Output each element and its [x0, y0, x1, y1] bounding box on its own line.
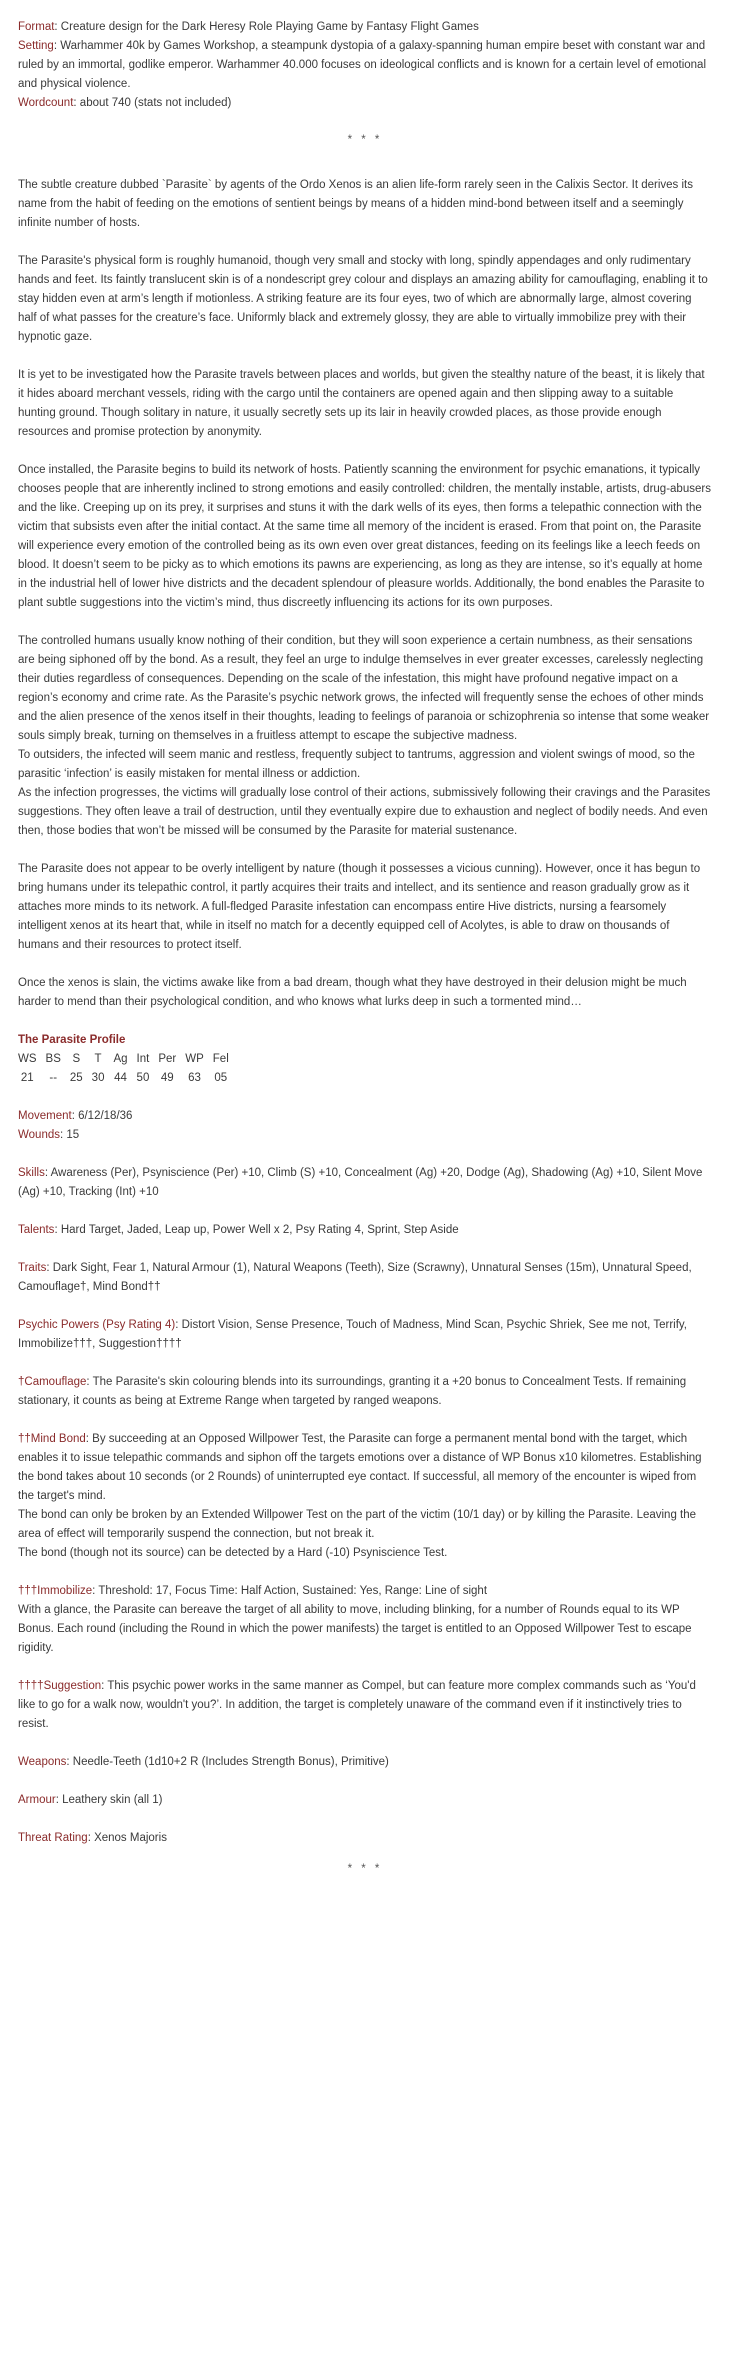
movement-wounds-block [18, 1107, 712, 1145]
suggestion-text: : This psychic power works in the same manner as Compel, but can feature more complex commands such as ‘You'd like to go for a walk now, wouldn't you?’. In addition, the target is completely unaware of the command even if it instinctively tries to resist. [18, 1680, 696, 1730]
talents-line [18, 1221, 712, 1240]
profile-header-row [18, 1050, 238, 1069]
format-value: : Creature design for the Dark Heresy Role Playing Game by Fantasy Flight Games [54, 21, 479, 33]
talents-value: : Hard Target, Jaded, Leap up, Power Well x 2, Psy Rating 4, Sprint, Step Aside [54, 1224, 459, 1236]
armour-label: Armour [18, 1794, 56, 1806]
stat-header: Int [136, 1053, 150, 1065]
mind-bond-text: : By succeeding at an Opposed Willpower Test, the Parasite can forge a permanent mental bond with the target, which enables it to issue telepathic commands and siphon off the targets emotions over a distance of WP Bonus x10 kilometres. Establishing the bond takes about 10 seconds (or 2 Rounds) of uninterrupted eye contact. If successful, all memory of the encounter is wiped from the target's mind. [18, 1433, 702, 1502]
threat-rating-value: : Xenos Majoris [87, 1832, 167, 1844]
mind-bond-note [18, 1430, 712, 1563]
weapons-value: : Needle-Teeth (1d10+2 R (Includes Strength Bonus), Primitive) [66, 1756, 389, 1768]
psychic-powers-line [18, 1316, 712, 1354]
stat-header: T [94, 1053, 102, 1065]
paragraph-intelligence: The Parasite does not appear to be overly intelligent by nature (though it possesses a vicious cunning). However, once it has begun to bring humans under its telepathic control, it partly acquires their traits and intellect, and its sentience and reason gradually grow as it attaches more minds to its network. A full-fledged Parasite infestation can encompass entire Hive districts, nursing a fearsomely intelligent xenos at its heart that, while in itself no match for a decently equipped cell of Acolytes, is able to draw on thousands of humans and their resources to protect itself. [18, 863, 701, 951]
stat-value: 05 [214, 1072, 228, 1084]
mind-bond-label: ††Mind Bond [18, 1433, 86, 1445]
suggestion-label: ††††Suggestion [18, 1680, 102, 1692]
paragraph-intro: The subtle creature dubbed `Parasite` by agents of the Ordo Xenos is an alien life-form rarely seen in the Calixis Sector. It derives its name from the habit of feeding on the emotions of sentient beings by means of a hidden mind-bond between itself and a seemingly infinite number of hosts. [18, 179, 694, 229]
stat-value: -- [49, 1072, 58, 1084]
immobilize-note [18, 1582, 712, 1658]
separator-top: * * * [347, 134, 383, 146]
stat-value: 30 [91, 1072, 105, 1084]
movement-label: Movement [18, 1110, 72, 1122]
paragraph-group-infection [18, 632, 712, 841]
traits-line [18, 1259, 712, 1297]
immobilize-stats: : Threshold: 17, Focus Time: Half Action, Sustained: Yes, Range: Line of sight [92, 1585, 488, 1597]
meta-block [18, 18, 712, 113]
setting-line [18, 37, 712, 94]
mind-bond-line [18, 1430, 712, 1506]
camouflage-note [18, 1373, 712, 1411]
profile-value-row [18, 1069, 238, 1088]
skills-line [18, 1164, 712, 1202]
stat-header: Per [158, 1053, 177, 1065]
armour-line [18, 1791, 712, 1810]
paragraph-network: Once installed, the Parasite begins to build its network of hosts. Patiently scanning the environment for psychic emanations, it typically chooses people that are inherently inclined to strong emotions and easily controlled: children, the mentally instable, artists, drug-abusers and the like. Creeping up on its prey, it surprises and stuns it with the dark wells of its eyes, then forms a telepathic connection with the victim that subsists even after the initial contact. At the same time all memory of the incident is erased. From that point on, the Parasite will experience every emotion of the controlled being as its own even over great distances, feeding on its feelings like a leech feeds on blood. It doesn’t seem to be picky as to which emotions its pawns are experiencing, as long as they are intense, so it’s equally at home in the industrial hell of lower hive districts and the decadent splendour of pleasure worlds. Additionally, the bond enables the Parasite to plant subtle suggestions into the victim’s mind, thus discreetly influencing its actions for its own purposes. [18, 464, 711, 609]
wounds-label: Wounds [18, 1129, 60, 1141]
talents-label: Talents [18, 1224, 55, 1236]
stat-value: 49 [160, 1072, 174, 1084]
weapons-label: Weapons [18, 1756, 67, 1768]
immobilize-text: With a glance, the Parasite can bereave the target of all ability to move, including blinking, for a number of Rounds equal to its WP Bonus. Each round (including the Round in which the power manifests) the target is entitled to an Opposed Willpower Test to escape rigidity. [18, 1604, 692, 1654]
threat-rating-line [18, 1829, 712, 1848]
stat-value: 63 [188, 1072, 201, 1084]
camouflage-text: : The Parasite's skin colouring blends into its surroundings, granting it a +20 bonus to Concealment Tests. If remaining stationary, it counts as being at Extreme Range when targeted by ranged weapons. [18, 1376, 687, 1407]
psychic-powers-label: Psychic Powers (Psy Rating 4) [18, 1319, 176, 1331]
suggestion-note [18, 1677, 712, 1734]
format-label: Format [18, 21, 55, 33]
stat-header: S [72, 1053, 81, 1065]
stat-value: 21 [20, 1072, 34, 1084]
wounds-line [18, 1126, 712, 1145]
stat-header: BS [45, 1053, 61, 1065]
paragraph-outsiders: To outsiders, the infected will seem manic and restless, frequently subject to tantrums, aggression and violent swings of mood, so the parasitic ‘infection’ is easily mistaken for mental illness or addiction. [18, 749, 695, 780]
paragraph-progression: As the infection progresses, the victims will gradually lose control of their actions, submissively following their cravings and the Parasites suggestions. They often leave a trail of destruction, until they eventually expire due to exhaustion and neglect of bodily needs. And even then, those bodies that won’t be missed will be consumed by the Parasite for material sustenance. [18, 787, 711, 837]
wounds-value: : 15 [59, 1129, 80, 1141]
setting-value: : Warhammer 40k by Games Workshop, a steampunk dystopia of a galaxy-spanning human empire beset with constant war and ruled by an immortal, godlike emperor. Warhammer 40.000 focuses on ideological conflicts and is known for a certain level of emotional and physical violence. [18, 40, 707, 90]
wordcount-label: Wordcount [18, 97, 74, 109]
threat-rating-label: Threat Rating [18, 1832, 88, 1844]
weapons-line [18, 1753, 712, 1772]
mind-bond-detect-text: The bond (though not its source) can be detected by a Hard (-10) Psyniscience Test. [18, 1547, 448, 1559]
paragraph-controlled: The controlled humans usually know nothing of their condition, but they will soon experience a certain numbness, as their sensations are being siphoned off by the bond. As a result, they feel an urge to indulge themselves in ever greater excesses, carelessly neglecting their duties regardless of consequences. Depending on the scale of the infestation, this might have profound negative impact on a region’s economy and crime rate. As the Parasite’s psychic network grows, the infected will frequently sense the echoes of other minds and the alien presence of the xenos itself in their thoughts, leading to feelings of paranoia or schizophrenia so intense that some weaker souls simply break, turning on themselves in a fruitless attempt to escape the subjective madness. [18, 635, 710, 742]
profile-table [18, 1050, 238, 1088]
paragraph-ending: Once the xenos is slain, the victims awake like from a bad dream, though what they have destroyed in their delusion might be much harder to mend than their psychological condition, and who knows what lurks deep in such a tormented mind… [18, 977, 687, 1008]
movement-value: : 6/12/18/36 [71, 1110, 133, 1122]
skills-value: : Awareness (Per), Psyniscience (Per) +10, Climb (S) +10, Concealment (Ag) +20, Dodge (Ag), Shadowing (Ag) +10, Silent Move (Ag) +10, Tracking (Int) +10 [18, 1167, 703, 1198]
wordcount-value: : about 740 (stats not included) [73, 97, 232, 109]
immobilize-line [18, 1582, 712, 1601]
mind-bond-break-text: The bond can only be broken by an Extended Willpower Test on the part of the victim (10/1 day) or by killing the Parasite. Leaving the area of effect will temporarily suspend the connection, but not break it. [18, 1509, 697, 1540]
psychic-powers-value: : Distort Vision, Sense Presence, Touch of Madness, Mind Scan, Psychic Shriek, See me not, Terrify, Immobilize†††, Suggestion†††† [18, 1319, 687, 1350]
format-line [18, 18, 712, 37]
skills-label: Skills [18, 1167, 45, 1179]
setting-label: Setting [18, 40, 54, 52]
movement-line [18, 1107, 712, 1126]
profile-title: The Parasite Profile [18, 1034, 126, 1046]
stat-value: 25 [69, 1072, 83, 1084]
immobilize-label: †††Immobilize [18, 1585, 93, 1597]
stat-header: WS [18, 1053, 37, 1065]
wordcount-line [18, 94, 712, 113]
paragraph-physical-form: The Parasite's physical form is roughly humanoid, though very small and stocky with long, spindly appendages and only rudimentary hands and feet. Its faintly translucent skin is of a nondescript grey colour and displays an amazing ability for camouflaging, enabling it to stay hidden even at arm’s length if motionless. A striking feature are its four eyes, two of which are abnormally large, almost covering half of what passes for the creature’s face. Uniformly black and extremely glossy, they are able to virtually immobilize prey with their hypnotic gaze. [18, 255, 708, 343]
stat-value: 44 [114, 1072, 127, 1084]
stat-header: Fel [212, 1053, 229, 1065]
armour-value: : Leathery skin (all 1) [55, 1794, 163, 1806]
stat-header: WP [185, 1053, 204, 1065]
paragraph-travel: It is yet to be investigated how the Parasite travels between places and worlds, but given the stealthy nature of the beast, it is likely that it hides aboard merchant vessels, riding with the cargo until the containers are opened again and then slipping away to a suitable hunting ground. Though solitary in nature, it usually secretly sets up its lair in heavily crowded places, as those provide enough resources and promise protection by anonymity. [18, 369, 705, 438]
stat-header: Ag [113, 1053, 128, 1065]
camouflage-label: †Camouflage [18, 1376, 87, 1388]
stat-value: 50 [136, 1072, 150, 1084]
traits-value: : Dark Sight, Fear 1, Natural Armour (1), Natural Weapons (Teeth), Size (Scrawny), Unnatural Senses (15m), Unnatural Speed, Camouflage†, Mind Bond†† [18, 1262, 692, 1293]
traits-label: Traits [18, 1262, 47, 1274]
separator-bottom: * * * [347, 1863, 383, 1875]
